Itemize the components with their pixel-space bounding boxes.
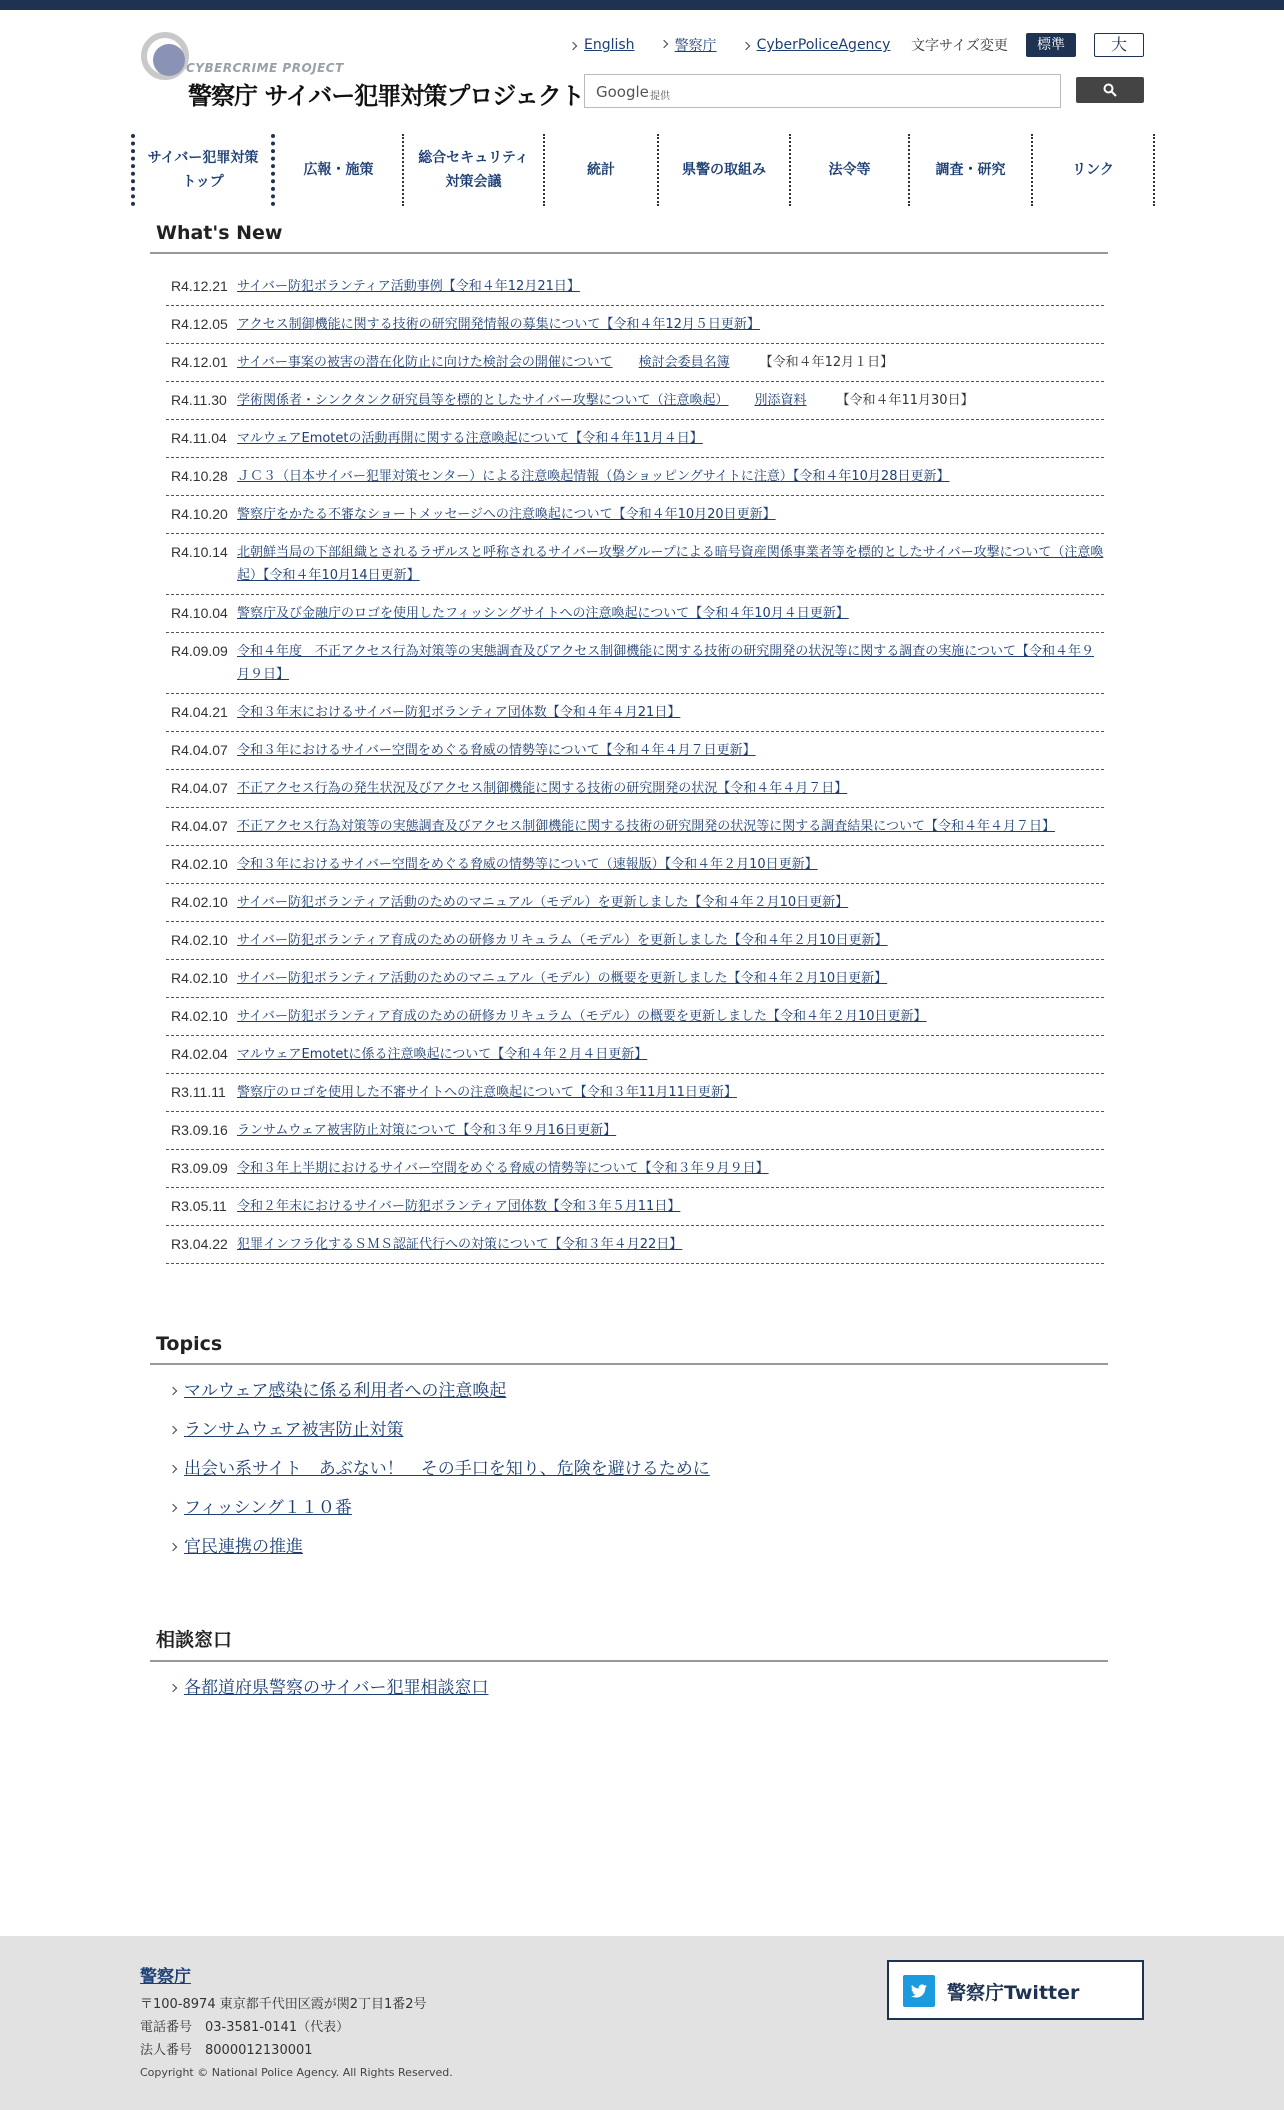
news-date: R4.02.10 xyxy=(171,856,228,872)
news-date: R4.10.14 xyxy=(171,544,228,560)
nav-cybercrime-top[interactable] xyxy=(131,134,275,206)
news-link[interactable]: 不正アクセス行為対策等の実態調査及びアクセス制御機能に関する技術の研究開発の状況等に関する調査結果について【令和４年４月７日】 xyxy=(237,819,1055,834)
footer-agency-link[interactable]: 警察庁 xyxy=(140,1967,191,1987)
news-date: R4.11.30 xyxy=(171,392,227,408)
twitter-bird-icon xyxy=(903,1975,935,2007)
search-button[interactable] xyxy=(1076,77,1144,103)
news-body xyxy=(237,389,974,412)
news-body xyxy=(237,1005,927,1028)
topic-item xyxy=(170,1379,1108,1418)
news-body xyxy=(237,351,893,374)
nav-label: 県警の取組み xyxy=(682,162,766,178)
topic-item xyxy=(170,1418,1108,1457)
news-date: R4.02.10 xyxy=(171,970,228,986)
topic-item xyxy=(170,1535,1108,1574)
consult-section xyxy=(150,1625,1108,1715)
news-row xyxy=(166,420,1104,458)
twitter-button[interactable] xyxy=(887,1960,1144,2020)
link-english[interactable]: English xyxy=(570,37,635,53)
news-link[interactable]: 学術関係者・シンクタンク研究員等を標的としたサイバー攻撃について（注意喚起） xyxy=(237,393,729,408)
provided-label: 提供 xyxy=(650,91,670,102)
news-extra-link[interactable]: 検討会委員名簿 xyxy=(638,355,730,370)
logo-japanese: 警察庁 サイバー犯罪対策プロジェクト xyxy=(188,82,584,110)
consult-link[interactable]: 各都道府県警察のサイバー犯罪相談窓口 xyxy=(184,1678,489,1698)
news-date: R4.04.07 xyxy=(171,780,228,796)
news-link[interactable]: 北朝鮮当局の下部組織とされるラザルスと呼称されるサイバー攻撃グループによる暗号資産関係事業者等を標的としたサイバー攻撃について（注意喚起）【令和４年10月14日更新】 xyxy=(237,545,1104,583)
news-date: R4.11.04 xyxy=(171,430,227,446)
news-date: R4.04.07 xyxy=(171,742,228,758)
footer-phone: 電話番号 03-3581-0141（代表） xyxy=(140,2020,350,2035)
news-date: R4.02.10 xyxy=(171,1008,228,1024)
news-row xyxy=(166,960,1104,998)
news-date: R4.02.10 xyxy=(171,894,228,910)
google-label: Google xyxy=(596,83,649,101)
news-date: R4.04.07 xyxy=(171,818,228,834)
news-link[interactable]: 警察庁のロゴを使用した不審サイトへの注意喚起について【令和３年11月11日更新】 xyxy=(237,1085,737,1100)
header-links xyxy=(570,34,916,56)
news-row xyxy=(166,306,1104,344)
news-link[interactable]: マルウェアEmotetに係る注意喚起について【令和４年２月４日更新】 xyxy=(237,1047,648,1062)
news-extra-link[interactable]: 別添資料 xyxy=(754,393,807,408)
news-row xyxy=(166,770,1104,808)
news-row xyxy=(166,1226,1104,1264)
news-date: R4.12.01 xyxy=(171,354,228,370)
news-row xyxy=(166,732,1104,770)
news-body xyxy=(237,777,847,800)
font-size-label: 文字サイズ変更 xyxy=(911,38,1008,54)
news-row xyxy=(166,1150,1104,1188)
whats-new-section xyxy=(150,222,1108,254)
nav-label: リンク xyxy=(1072,162,1114,178)
news-link[interactable]: サイバー事案の被害の潜在化防止に向けた検討会の開催について xyxy=(237,355,613,370)
search-input[interactable] xyxy=(675,79,1049,105)
news-row xyxy=(166,1112,1104,1150)
site-logo[interactable] xyxy=(139,30,584,110)
news-row xyxy=(166,998,1104,1036)
topics-list xyxy=(170,1379,1108,1574)
news-link[interactable]: 令和３年上半期におけるサイバー空間をめぐる脅威の情勢等について【令和３年９月９日】 xyxy=(237,1161,769,1176)
nav-laws[interactable] xyxy=(791,134,910,206)
news-row xyxy=(166,595,1104,633)
news-link[interactable]: サイバー防犯ボランティア育成のための研修カリキュラム（モデル）の概要を更新しました【令和４年２月10日更新】 xyxy=(237,1009,927,1024)
news-list xyxy=(166,268,1104,1264)
nav-label: 調査・研究 xyxy=(935,162,1006,178)
news-body xyxy=(237,1043,647,1066)
news-date: R4.12.21 xyxy=(171,278,228,294)
topic-link[interactable]: マルウェア感染に係る利用者への注意喚起 xyxy=(184,1381,507,1401)
news-body xyxy=(237,739,756,762)
top-bar xyxy=(0,0,1284,10)
news-date: R3.11.11 xyxy=(171,1084,226,1100)
footer-address: 〒100-8974 東京都千代田区霞が関2丁目1番2号 xyxy=(140,1997,427,2012)
footer xyxy=(0,1936,1284,2110)
news-link[interactable]: サイバー防犯ボランティア活動事例【令和４年12月21日】 xyxy=(237,279,580,294)
news-date: R3.09.16 xyxy=(171,1122,228,1138)
nav-label-line2: トップ xyxy=(182,174,224,190)
search-icon xyxy=(1103,83,1117,97)
news-link[interactable]: 令和３年末におけるサイバー防犯ボランティア団体数【令和４年４月21日】 xyxy=(237,705,681,720)
news-link[interactable]: サイバー防犯ボランティア育成のための研修カリキュラム（モデル）を更新しました【令和４年２月10日更新】 xyxy=(237,933,888,948)
news-row xyxy=(166,633,1104,694)
news-body xyxy=(237,701,680,724)
news-body xyxy=(237,929,888,952)
news-date: R4.04.21 xyxy=(171,704,228,720)
nav-label-line1: サイバー犯罪対策 xyxy=(147,150,259,166)
nav-label: 統計 xyxy=(587,162,615,178)
nav-research[interactable] xyxy=(910,134,1033,206)
consult-list xyxy=(170,1676,1108,1715)
nav-statistics[interactable] xyxy=(545,134,659,206)
topic-link[interactable]: ランサムウェア被害防止対策 xyxy=(184,1420,404,1440)
news-row xyxy=(166,458,1104,496)
twitter-label: 警察庁Twitter xyxy=(947,1982,1080,2004)
news-link[interactable]: 令和４年度 不正アクセス行為対策等の実態調査及びアクセス制御機能に関する技術の研究開発の状況等に関する調査の実施について【令和４年９月９日】 xyxy=(237,644,1094,682)
link-npa[interactable]: 警察庁 xyxy=(661,35,717,55)
news-date: R3.09.09 xyxy=(171,1160,228,1176)
news-row xyxy=(166,382,1104,420)
search-box[interactable] xyxy=(584,74,1061,108)
nav-pr-policy[interactable] xyxy=(275,134,404,206)
news-body xyxy=(237,1119,616,1142)
news-date: R4.09.09 xyxy=(171,643,228,659)
news-row xyxy=(166,534,1104,595)
news-body xyxy=(237,275,580,298)
news-link[interactable]: 令和３年におけるサイバー空間をめぐる脅威の情勢等について【令和４年４月７日更新】 xyxy=(237,743,756,758)
news-body xyxy=(237,313,760,336)
news-body xyxy=(237,853,818,876)
news-body xyxy=(237,1081,737,1104)
news-body xyxy=(237,602,849,625)
news-row xyxy=(166,846,1104,884)
news-link[interactable]: 警察庁をかたる不審なショートメッセージへの注意喚起について【令和４年10月20日更新】 xyxy=(237,507,776,522)
news-body xyxy=(237,967,887,990)
consult-title: 相談窓口 xyxy=(150,1625,1108,1662)
news-row xyxy=(166,884,1104,922)
nav-label: 法令等 xyxy=(828,162,871,178)
topics-section xyxy=(150,1333,1108,1574)
news-body xyxy=(237,503,776,526)
news-date-suffix: 【令和４年11月30日】 xyxy=(836,393,974,408)
news-date: R4.02.10 xyxy=(171,932,228,948)
nav-label-line1: 総合セキュリティ xyxy=(418,150,529,166)
link-cyberpolice[interactable]: CyberPoliceAgency xyxy=(743,37,891,53)
news-body xyxy=(237,815,1055,838)
news-date: R3.04.22 xyxy=(171,1236,228,1252)
news-link[interactable]: ＪＣ３（日本サイバー犯罪対策センター）による注意喚起情報（偽ショッピングサイトに注意）【令和４年10月28日更新】 xyxy=(237,469,950,484)
news-date: R4.10.28 xyxy=(171,468,228,484)
news-body xyxy=(237,1157,769,1180)
font-size-large-button[interactable]: 大 xyxy=(1094,33,1144,57)
nav-label: 広報・施策 xyxy=(303,162,374,178)
news-row xyxy=(166,922,1104,960)
nav-security-council[interactable] xyxy=(404,134,545,206)
footer-copyright: Copyright © National Police Agency. All Rights Reserved. xyxy=(140,2066,453,2079)
news-row xyxy=(166,1036,1104,1074)
news-row xyxy=(166,1074,1104,1112)
news-body xyxy=(237,427,703,450)
news-body xyxy=(237,1233,682,1256)
news-date-suffix: 【令和４年12月１日】 xyxy=(759,355,894,370)
news-link[interactable]: サイバー防犯ボランティア活動のためのマニュアル（モデル）を更新しました【令和４年２月10日更新】 xyxy=(237,895,849,910)
news-row xyxy=(166,808,1104,846)
news-body xyxy=(237,1195,680,1218)
nav-links[interactable] xyxy=(1033,134,1155,206)
news-body xyxy=(237,465,949,488)
nav-prefecture[interactable] xyxy=(659,134,791,206)
news-link[interactable]: アクセス制御機能に関する技術の研究開発情報の募集について【令和４年12月５日更新】 xyxy=(237,317,760,332)
whats-new-title: What's New xyxy=(150,222,1108,254)
news-link[interactable]: 警察庁及び金融庁のロゴを使用したフィッシングサイトへの注意喚起について【令和４年10月４日更新】 xyxy=(237,606,849,621)
news-link[interactable]: ランサムウェア被害防止対策について【令和３年９月16日更新】 xyxy=(237,1123,617,1138)
logo-dot-icon xyxy=(153,44,185,76)
topic-item xyxy=(170,1496,1108,1535)
news-row xyxy=(166,694,1104,732)
topics-title: Topics xyxy=(150,1333,1108,1365)
topic-link[interactable]: 出会い系サイト あぶない！ その手口を知り、危険を避けるために xyxy=(184,1459,710,1479)
news-link[interactable]: 令和２年末におけるサイバー防犯ボランティア団体数【令和３年５月11日】 xyxy=(237,1199,681,1214)
news-row xyxy=(166,344,1104,382)
news-row xyxy=(166,1188,1104,1226)
news-date: R4.02.04 xyxy=(171,1046,228,1062)
topic-link[interactable]: フィッシング１１０番 xyxy=(184,1498,352,1518)
footer-corp-number: 法人番号 8000012130001 xyxy=(140,2043,313,2058)
news-date: R4.10.04 xyxy=(171,605,228,621)
news-date: R4.12.05 xyxy=(171,316,228,332)
topic-item xyxy=(170,1457,1108,1496)
news-link[interactable]: マルウェアEmotetの活動再開に関する注意喚起について【令和４年11月４日】 xyxy=(237,431,703,446)
nav-label-line2: 対策会議 xyxy=(445,174,502,190)
font-size-standard-button[interactable]: 標準 xyxy=(1026,33,1076,57)
topic-item xyxy=(170,1676,1108,1715)
news-date: R3.05.11 xyxy=(171,1198,227,1214)
news-body xyxy=(237,891,848,914)
news-link[interactable]: サイバー防犯ボランティア活動のためのマニュアル（モデル）の概要を更新しました【令和４年２月10日更新】 xyxy=(237,971,888,986)
news-body xyxy=(237,541,1104,587)
news-body xyxy=(237,640,1104,686)
logo-english: CYBERCRIME PROJECT xyxy=(186,61,344,75)
news-date: R4.10.20 xyxy=(171,506,228,522)
global-nav xyxy=(131,134,1155,206)
topic-link[interactable]: 官民連携の推進 xyxy=(184,1537,303,1557)
news-row xyxy=(166,496,1104,534)
news-link[interactable]: 令和３年におけるサイバー空間をめぐる脅威の情勢等について（速報版）【令和４年２月10日更新】 xyxy=(237,857,818,872)
news-row xyxy=(166,268,1104,306)
news-link[interactable]: 犯罪インフラ化するＳＭＳ認証代行への対策について【令和３年４月22日】 xyxy=(237,1237,683,1252)
news-link[interactable]: 不正アクセス行為の発生状況及びアクセス制御機能に関する技術の研究開発の状況【令和４年４月７日】 xyxy=(237,781,848,796)
